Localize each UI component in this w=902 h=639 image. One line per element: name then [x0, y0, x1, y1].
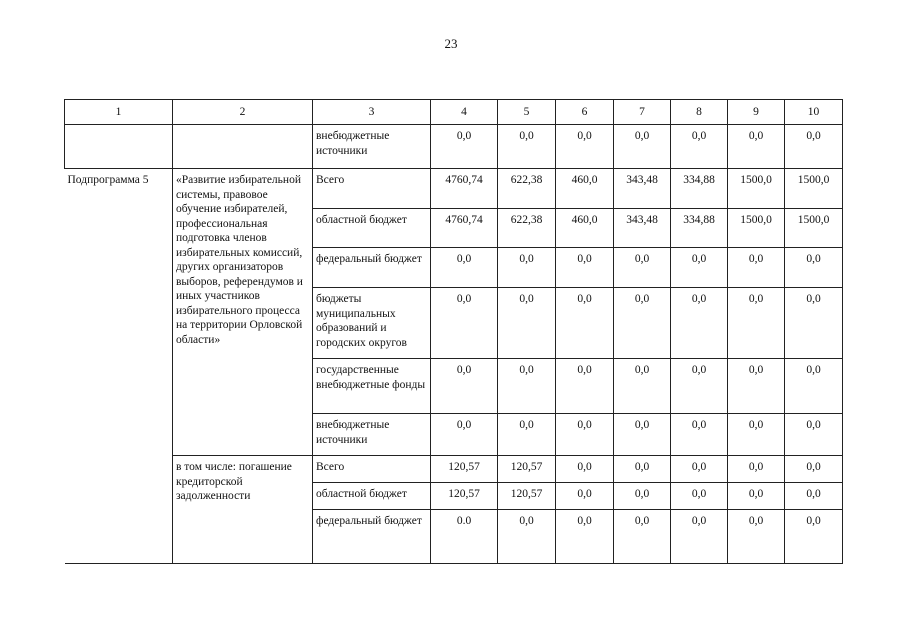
header-cell: 8	[671, 100, 728, 125]
table-header-row	[65, 100, 843, 125]
empty-cell	[65, 125, 173, 169]
header-cell: 2	[173, 100, 313, 125]
funding-source: областной бюджет	[313, 483, 431, 510]
funding-source: внебюджетные источники	[313, 414, 431, 456]
funding-source: областной бюджет	[313, 209, 431, 248]
funding-source: федеральный бюджет	[313, 510, 431, 564]
budget-table	[64, 99, 843, 564]
value-cell: 0,0	[671, 125, 728, 169]
page-number: 23	[444, 36, 458, 51]
value-cell: 1500,0	[728, 169, 785, 209]
value-cell: 343,48	[614, 209, 671, 248]
header-cell: 6	[556, 100, 614, 125]
value-cell: 0,0	[785, 248, 843, 288]
value-cell: 0,0	[431, 359, 498, 414]
value-cell: 0,0	[498, 125, 556, 169]
funding-source: Всего	[313, 456, 431, 483]
value-cell: 0,0	[728, 288, 785, 359]
value-cell: 0,0	[785, 510, 843, 564]
value-cell: 0,0	[614, 456, 671, 483]
table-row	[65, 169, 843, 209]
empty-cell	[173, 125, 313, 169]
value-cell: 334,88	[671, 209, 728, 248]
header-cell: 1	[65, 100, 173, 125]
value-cell: 0,0	[431, 125, 498, 169]
value-cell: 0,0	[614, 125, 671, 169]
header-cell: 5	[498, 100, 556, 125]
value-cell: 0,0	[431, 414, 498, 456]
value-cell: 120,57	[431, 483, 498, 510]
value-cell: 0,0	[498, 359, 556, 414]
header-cell: 7	[614, 100, 671, 125]
funding-source: Всего	[313, 169, 431, 209]
value-cell: 0,0	[785, 456, 843, 483]
value-cell: 120,57	[498, 456, 556, 483]
table-row	[65, 125, 843, 169]
value-cell: 0,0	[498, 414, 556, 456]
funding-source: внебюджетные источники	[313, 125, 431, 169]
value-cell: 0,0	[498, 510, 556, 564]
value-cell: 0,0	[671, 359, 728, 414]
value-cell: 0,0	[498, 288, 556, 359]
funding-source: бюджеты муниципальных образований и городских округов	[313, 288, 431, 359]
value-cell: 0,0	[671, 288, 728, 359]
header-cell: 3	[313, 100, 431, 125]
value-cell: 0,0	[614, 359, 671, 414]
value-cell: 0,0	[728, 483, 785, 510]
value-cell: 0,0	[671, 510, 728, 564]
value-cell: 0,0	[614, 510, 671, 564]
value-cell: 0,0	[614, 414, 671, 456]
value-cell: 0,0	[431, 248, 498, 288]
value-cell: 0,0	[785, 125, 843, 169]
value-cell: 0,0	[671, 483, 728, 510]
value-cell: 0,0	[728, 456, 785, 483]
value-cell: 0,0	[556, 510, 614, 564]
value-cell: 4760,74	[431, 209, 498, 248]
value-cell: 1500,0	[785, 209, 843, 248]
value-cell: 460,0	[556, 169, 614, 209]
subprogram-label: Подпрограмма 5	[65, 169, 173, 564]
value-cell: 0,0	[614, 248, 671, 288]
value-cell: 0,0	[614, 288, 671, 359]
value-cell: 0,0	[556, 456, 614, 483]
value-cell: 0,0	[671, 248, 728, 288]
subprogram-name: «Развитие избирательной системы, правовое обучение избирателей, профессиональная подготовка членов избирательных комиссий, других организаторов выборов, референдумов и иных участников избирательного процесса на территории Орловской области»	[173, 169, 313, 456]
value-cell: 0,0	[671, 456, 728, 483]
header-cell: 4	[431, 100, 498, 125]
value-cell: 120,57	[431, 456, 498, 483]
value-cell: 0,0	[556, 359, 614, 414]
header-cell: 10	[785, 100, 843, 125]
value-cell: 334,88	[671, 169, 728, 209]
value-cell: 0.0	[431, 510, 498, 564]
value-cell: 0,0	[785, 414, 843, 456]
value-cell: 120,57	[498, 483, 556, 510]
funding-source: государственные внебюджетные фонды	[313, 359, 431, 414]
funding-source: федеральный бюджет	[313, 248, 431, 288]
value-cell: 0,0	[785, 359, 843, 414]
value-cell: 0,0	[556, 125, 614, 169]
value-cell: 0,0	[431, 288, 498, 359]
value-cell: 622,38	[498, 209, 556, 248]
table-row	[65, 456, 843, 483]
value-cell: 0,0	[728, 359, 785, 414]
value-cell: 0,0	[556, 414, 614, 456]
value-cell: 0,0	[556, 483, 614, 510]
value-cell: 0,0	[785, 483, 843, 510]
value-cell: 0,0	[728, 125, 785, 169]
value-cell: 1500,0	[728, 209, 785, 248]
value-cell: 460,0	[556, 209, 614, 248]
debt-name: в том числе: погашение кредиторской задолженности	[173, 456, 313, 564]
value-cell: 343,48	[614, 169, 671, 209]
value-cell: 622,38	[498, 169, 556, 209]
value-cell: 0,0	[498, 248, 556, 288]
value-cell: 0,0	[728, 414, 785, 456]
value-cell: 0,0	[728, 248, 785, 288]
value-cell: 0,0	[728, 510, 785, 564]
value-cell: 0,0	[614, 483, 671, 510]
value-cell: 4760,74	[431, 169, 498, 209]
value-cell: 0,0	[671, 414, 728, 456]
value-cell: 1500,0	[785, 169, 843, 209]
header-cell: 9	[728, 100, 785, 125]
value-cell: 0,0	[556, 288, 614, 359]
value-cell: 0,0	[556, 248, 614, 288]
value-cell: 0,0	[785, 288, 843, 359]
